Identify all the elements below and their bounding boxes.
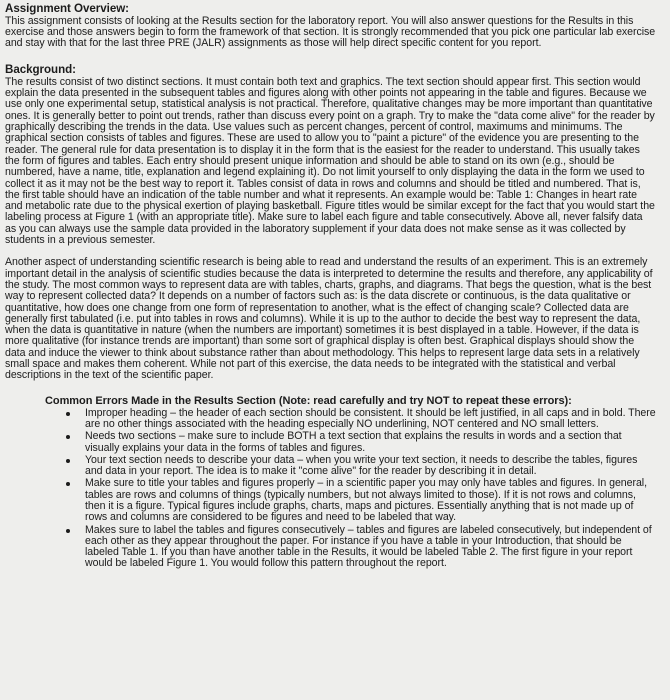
list-item bbox=[85, 408, 656, 431]
background-paragraph-1: The results consist of two distinct sections. It must contain both text and graphics. The text section should appear first. This section would explain the data presented in the subsequent tables and figures along with other points not appearing in the table and figures. Because we use only one experimental setup, statistical analysis is not practical. Therefore, qualitative changes may be more important than quantitative ones. It is generally better to point out trends, rather than discuss every point on a graph. Try to make the "data come alive" for the reader by graphically describing the trends in the data. Use values such as percent changes, percent of control, maximums and minimums. The graphical section consists of tables and figures. These are used to allow you to "paint a picture" of the evidence you are presenting to the reader. The general rule for data presentation is to display it in the form that is the easiest for the reader to understand. This usually takes the form of figures and tables. Each entry should present unique information and should be able to stand on its own (e.g., should be numbered, have a name, title, explanation and legend explaining it). Do not limit yourself to only displaying the data in the form we used to collect it as it may not be the best way to report it. Tables consist of data in rows and columns and should be titled and numbered. That is, the first table should have an indication of the table number and what it represents. An example would be: Table 1: Changes in heart rate and metabolic rate due to the physical exertion of playing basketball. Figure titles would be similar except for the fact that you would start the labeling process at Figure 1 (with an appropriate title). Make sure to label each figure and table consecutively. Above all, never falsify data as you can always use the sample data provided in the laboratory supplement if your data does not make sense as it was collected by students in a previous semester. bbox=[5, 75, 655, 247]
bullet-icon bbox=[66, 459, 70, 463]
background-heading: Background: bbox=[5, 63, 76, 77]
list-item bbox=[85, 455, 656, 478]
common-errors-heading: Common Errors Made in the Results Section (Note: read carefully and try NOT to repeat these errors): bbox=[45, 394, 572, 407]
list-item-text: Makes sure to label the tables and figures consecutively – tables and figures are labeled consecutively, but independent of each other as they appear throughout the paper. For instance if you have a table in your Introduction, that should be labeled Table 1. If you than have another table in the Results, it would be labeled Table 2. The first figure in your report would be labeled Figure 1. You would follow this pattern throughout the report. bbox=[85, 523, 652, 570]
background-section bbox=[5, 64, 656, 381]
list-item bbox=[85, 525, 656, 570]
common-errors-section bbox=[5, 395, 656, 570]
list-item-text: Make sure to title your tables and figures properly – in a scientific paper you may only have tables and figures. In general, tables are rows and columns of things (typically numbers, but not always limited to those). If it is not rows and columns, then it is a figure. Typical figures include graphs, charts, maps and pictures. Essentially anything that is not made up of rows and columns are considered to be figures and need to be labeled that way. bbox=[85, 477, 648, 524]
bullet-icon bbox=[66, 529, 70, 533]
list-item-text: Your text section needs to describe your data – when you write your text section, it needs to describe the tables, figures and data in your report. The idea is to make it "come alive" for the reader by describing it in detail. bbox=[85, 453, 638, 478]
background-paragraph-2: Another aspect of understanding scientific research is being able to read and understand the results of an experiment. This is an extremely important detail in the analysis of scientific studies because the data is interpreted to determine the results and therefore, any applicability of the study. The most common ways to represent data are with tables, charts, graphs, and diagrams. That begs the question, what is the best way to represent collected data? It depends on a number of factors such as: is the data discrete or continuous, is the data qualitative or quantitative, how does one change from one form of representation to another, what is the effect of changing scale? Collected data are generally first tabulated (i.e. put into tables in rows and columns). While it is up to the author to decide the best way to represent the data, when the data is quantitative in nature (when the numbers are important) sometimes it is best displayed in a table. However, if the data is more qualitative (for instance trends are important) than some sort of graphical display is often best. Graphical displays should show the data and induce the viewer to think about substance rather than about methodology. This helps to represent large data sets in a relatively small space and makes them coherent. While not part of this exercise, the data needs to be integrated with the statistical and verbal descriptions in the text of the scientific paper. bbox=[5, 256, 653, 382]
assignment-overview-heading: Assignment Overview: bbox=[5, 2, 129, 15]
bullet-icon bbox=[66, 412, 70, 416]
list-item-text: Improper heading – the header of each section should be consistent. It should be left justified, in all caps and in bold. There are no other things associated with the heading especially NO underlining, NOT centered and NO small letters. bbox=[85, 406, 656, 430]
list-item bbox=[85, 431, 656, 454]
assignment-overview-section bbox=[5, 3, 656, 49]
common-errors-list bbox=[5, 408, 656, 570]
bullet-icon bbox=[66, 435, 70, 439]
assignment-overview-text: This assignment consists of looking at the Results section for the laboratory report. You will also answer questions for the Results in this exercise and those answers begin to form the framework of that section. It is strongly recommended that you pick one particular lab exercise and stay with that for the last three PRE (JALR) assignments as those will help direct specific content for you report. bbox=[5, 14, 656, 50]
spacer bbox=[5, 382, 656, 395]
spacer bbox=[5, 49, 656, 64]
list-item bbox=[85, 478, 656, 523]
list-item-text: Needs two sections – make sure to include BOTH a text section that explains the results in words and a section that visually explains your data in the forms of tables and figures. bbox=[85, 430, 622, 454]
bullet-icon bbox=[66, 482, 70, 486]
